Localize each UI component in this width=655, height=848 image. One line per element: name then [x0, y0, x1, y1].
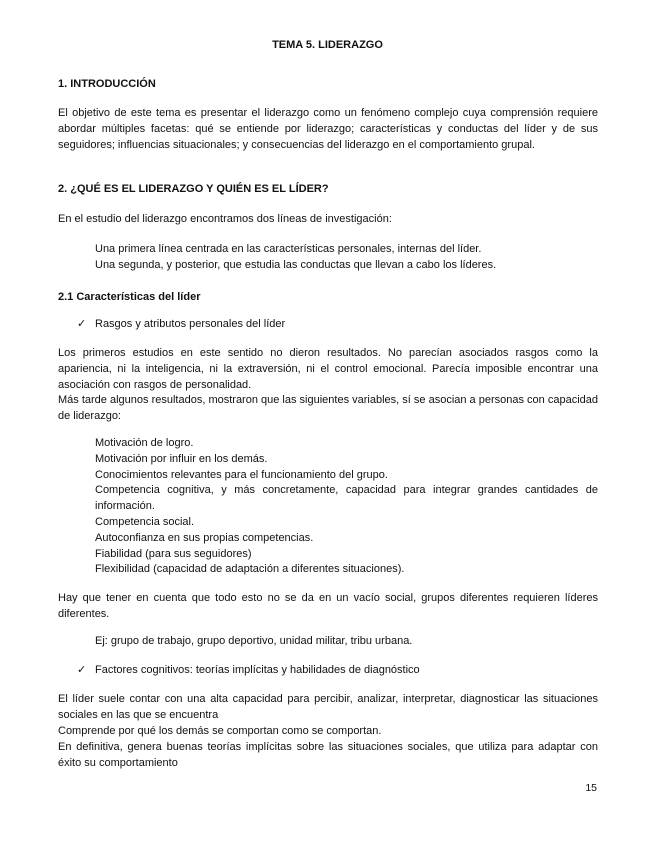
investigation-lines	[95, 242, 598, 274]
list-item: Competencia social.	[95, 515, 195, 528]
subsection-heading-caracteristicas: 2.1 Características del líder	[58, 291, 201, 303]
list-item: Motivación de logro.	[95, 437, 194, 449]
paragraph-lider-capacidad: El líder suele contar con una alta capacidad para percibir, analizar, interpretar, diagnosticar las situaciones sociales en las que se encuentra	[58, 693, 598, 721]
example-line: Ej: grupo de trabajo, grupo deportivo, unidad militar, tribu urbana.	[95, 635, 413, 647]
checklist-item-factores	[77, 663, 597, 679]
list-item: Motivación por influir en los demás.	[95, 452, 268, 465]
paragraph-en-definitiva: En definitiva, genera buenas teorías implícitas sobre las situaciones sociales, que utiliza para adaptar con éxito su comportamiento	[58, 741, 598, 769]
checkmark-icon: ✓	[77, 318, 87, 330]
intro-paragraph: El objetivo de este tema es presentar el liderazgo como un fenómeno complejo cuya comprensión requiere abordar múltiples facetas: qué se entiende por liderazgo; características y conductas del líder y de sus seguidores; influencias situacionales; y consecuencias del liderazgo en el comportamiento grupal.	[58, 107, 598, 151]
list-item: Autoconfianza en sus propias competencias.	[95, 531, 314, 544]
page-number: 15	[585, 782, 597, 794]
checklist-label: Factores cognitivos: teorías implícitas y habilidades de diagnóstico	[95, 664, 420, 676]
investigation-intro: En el estudio del liderazgo encontramos dos líneas de investigación:	[58, 213, 392, 225]
list-item: Conocimientos relevantes para el funcionamiento del grupo.	[95, 468, 388, 481]
list-item: Competencia cognitiva, y más concretamente, capacidad para integrar grandes cantidades de información.	[95, 484, 598, 513]
paragraph-vacio-social: Hay que tener en cuenta que todo esto no se da en un vacío social, grupos diferentes requieren líderes diferentes.	[58, 592, 598, 620]
section-heading-introduccion: 1. INTRODUCCIÓN	[58, 78, 156, 90]
investigation-line: Una segunda, y posterior, que estudia las conductas que llevan a cabo los líderes.	[95, 258, 497, 271]
page-title: TEMA 5. LIDERAZGO	[272, 39, 383, 51]
paragraph-primeros-estudios: Los primeros estudios en este sentido no dieron resultados. No parecían asociados rasgos como la apariencia, ni la inteligencia, ni la extraversión, ni el control emocional. Parecía imposible encontrar una asociación con rasgos de personalidad.	[58, 347, 598, 391]
checkmark-icon: ✓	[77, 664, 87, 676]
variables-list	[95, 436, 598, 578]
checklist-label: Rasgos y atributos personales del líder	[95, 318, 286, 330]
investigation-line: Una primera línea centrada en las características personales, internas del líder.	[95, 243, 482, 255]
checklist-item-rasgos	[77, 317, 597, 333]
section-heading-que-es-liderazgo: 2. ¿QUÉ ES EL LIDERAZGO Y QUIÉN ES EL LÍDER?	[58, 183, 329, 195]
paragraph-mas-tarde: Más tarde algunos resultados, mostraron que las siguientes variables, sí se asocian a personas con capacidad de liderazgo:	[58, 394, 598, 422]
list-item: Flexibilidad (capacidad de adaptación a diferentes situaciones).	[95, 563, 405, 576]
list-item: Fiabilidad (para sus seguidores)	[95, 547, 252, 560]
paragraph-comprende: Comprende por qué los demás se comportan como se comportan.	[58, 725, 382, 737]
